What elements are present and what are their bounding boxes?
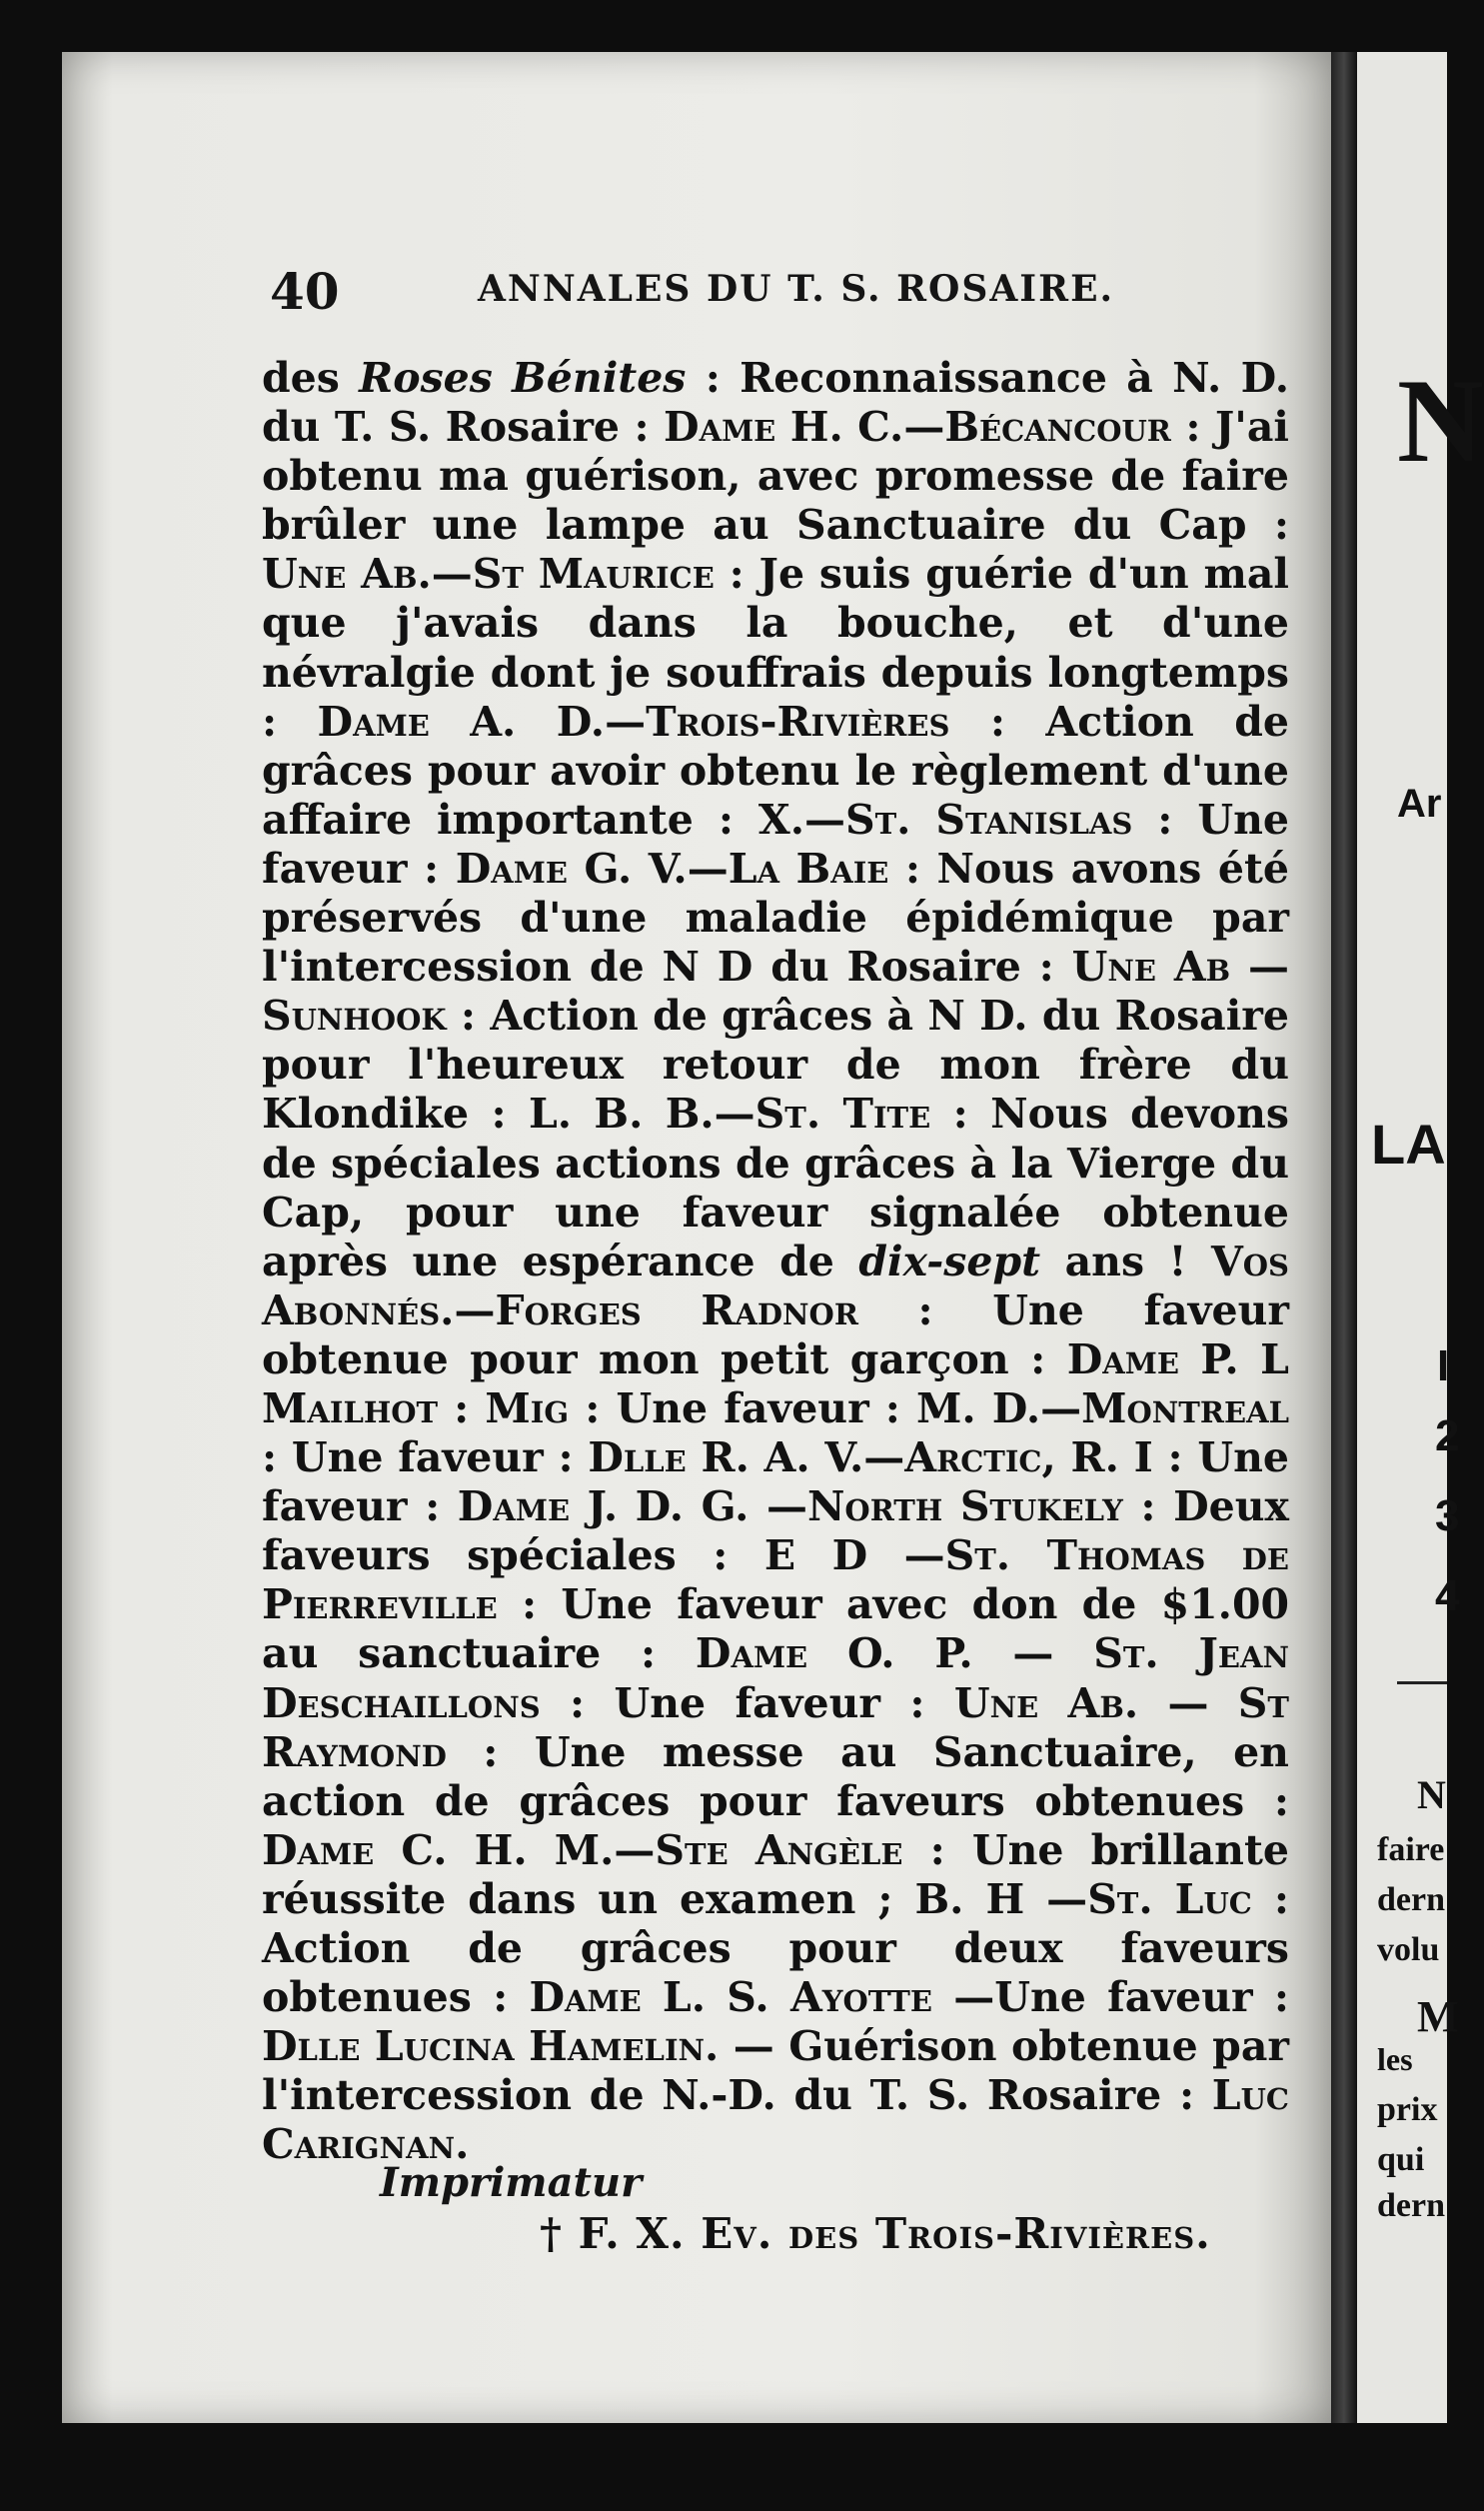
page-number: 40 <box>270 262 340 321</box>
text-run: : Une faveur : M. D.— <box>569 1383 1082 1432</box>
smallcaps-run: Dame O. P. — St. Jean Deschaillons <box>262 1629 1289 1727</box>
body-paragraph <box>262 354 1289 2169</box>
smallcaps-run: Montreal <box>1081 1383 1289 1432</box>
text-run: : Action de grâces à N D. du Rosaire pour l'heureux retour de mon frère du Klondike : L. B. B.— <box>262 992 1289 1139</box>
smallcaps-run: Une Ab.—St Maurice <box>262 550 715 599</box>
smallcaps-run: Dame G. V.—La Baie <box>455 844 889 893</box>
text-run: : J'ai obtenu ma guérison, avec promesse de faire brûler une lampe au Sanctuaire du Cap : <box>262 403 1290 550</box>
right-page <box>1357 52 1484 2423</box>
smallcaps-run: Dame L. S. Ayotte <box>529 1973 932 2022</box>
book-gutter <box>1331 52 1357 2423</box>
text-run: des <box>262 354 360 402</box>
right-page-fragment: N <box>1397 354 1484 487</box>
right-page-fragment: I <box>1437 1341 1450 1390</box>
text-run: : Nous avons été préservés d'une maladie épidémique par l'intercession de N D du Rosaire : <box>262 844 1289 992</box>
text-run: : Action de grâces pour deux faveurs obtenues : <box>262 1874 1289 2022</box>
text-run: : Je suis guérie d'un mal que j'avais dans la bouche, et d'une névralgie dont je souffrais depuis longtemps : <box>262 550 1289 746</box>
right-page-fragment: prix <box>1377 2091 1438 2128</box>
smallcaps-run: St. Thomas de Pierreville <box>262 1531 1289 1629</box>
smallcaps-run: St. Tite <box>754 1090 931 1139</box>
right-page-fragment: M <box>1417 1992 1459 2041</box>
right-page-fragment: LA <box>1371 1113 1446 1176</box>
smallcaps-run: Dame P. L Mailhot : Mig <box>262 1334 1289 1432</box>
right-page-fragment: qui <box>1377 2141 1425 2178</box>
text-run: : Une faveur : <box>540 1678 954 1727</box>
smallcaps-run: Dame J. D. G. —North Stukely <box>457 1482 1123 1531</box>
text-run: : Nous devons de spéciales actions de grâces à la Vierge du Cap, pour une faveur signalée obtenue après une espérance de <box>262 1090 1289 1285</box>
text-run: : Une faveur : <box>262 795 1289 893</box>
smallcaps-run: Vos Abonnés.—Forges Radnor <box>262 1237 1289 1334</box>
text-run: : Une messe au Sanctuaire, en action de grâces pour faveurs obtenues : <box>262 1727 1289 1825</box>
running-title: ANNALES DU T. S. ROSAIRE. <box>478 268 1115 310</box>
text-run: ans ! <box>1040 1237 1211 1285</box>
imprimatur: Imprimatur <box>380 2159 643 2206</box>
right-page-rule <box>1397 1681 1447 1684</box>
right-page-fragment: N <box>1417 1772 1446 1817</box>
smallcaps-run: Luc Carignan. <box>262 2071 1289 2169</box>
running-header <box>270 262 1319 321</box>
text-run: : Une faveur obtenue pour mon petit garçon : <box>262 1285 1289 1383</box>
smallcaps-run: St. Stanislas <box>844 795 1133 844</box>
smallcaps-run: Dame A. D.—Trois-Rivières <box>317 697 950 746</box>
right-page-fragment: 3 <box>1435 1491 1460 1540</box>
smallcaps-run: Dlle R. A. V.—Arctic <box>588 1433 1042 1482</box>
right-page-fragment: Ar <box>1397 782 1442 826</box>
smallcaps-run: Une Ab —Sunhook <box>262 943 1289 1041</box>
text-run: : Une brillante réussite dans un examen ; B. H — <box>262 1825 1290 1923</box>
text-run: : Une faveur : <box>262 1433 589 1482</box>
right-page-fragment: 2 <box>1435 1411 1460 1460</box>
right-page-fragment: 4 <box>1435 1571 1460 1620</box>
text-run: : Deux faveurs spéciales : E D — <box>262 1482 1290 1580</box>
smallcaps-run: Dlle Lucina Hamelin. <box>262 2022 720 2071</box>
smallcaps-run: Une Ab. — St Raymond <box>262 1678 1289 1776</box>
text-run: —Une faveur : <box>931 1973 1289 2022</box>
smallcaps-run: Dame C. H. M.—Ste Angèle <box>262 1825 903 1874</box>
smallcaps-run: Dame H. C.—Bécancour <box>664 403 1171 452</box>
right-page-fragment: dern <box>1377 2187 1445 2224</box>
italic-run: dix-sept <box>858 1237 1041 1285</box>
text-run: — Guérison obtenue par l'intercession de N.-D. du T. S. Rosaire : <box>262 2022 1289 2120</box>
text-run: : Reconnaissance à N. D. du T. S. Rosaire : <box>262 354 1289 452</box>
smallcaps-run: St. Luc <box>1087 1874 1252 1923</box>
bishop-signature: † F. X. Ev. des Trois-Rivières. <box>540 2209 1211 2258</box>
right-page-fragment: dern <box>1377 1881 1445 1918</box>
right-page-fragment: les <box>1377 2041 1413 2077</box>
right-page-fragment: faire <box>1377 1831 1445 1868</box>
italic-run: Roses Bénites <box>359 354 687 402</box>
text-run: , R. I : Une faveur : <box>262 1433 1289 1531</box>
text-run: : Une faveur avec don de $1.00 au sanctuaire : <box>262 1580 1289 1678</box>
right-page-fragment: volu <box>1377 1931 1440 1968</box>
text-run: : Action de grâces pour avoir obtenu le règlement d'une affaire importante : X.— <box>262 697 1289 844</box>
